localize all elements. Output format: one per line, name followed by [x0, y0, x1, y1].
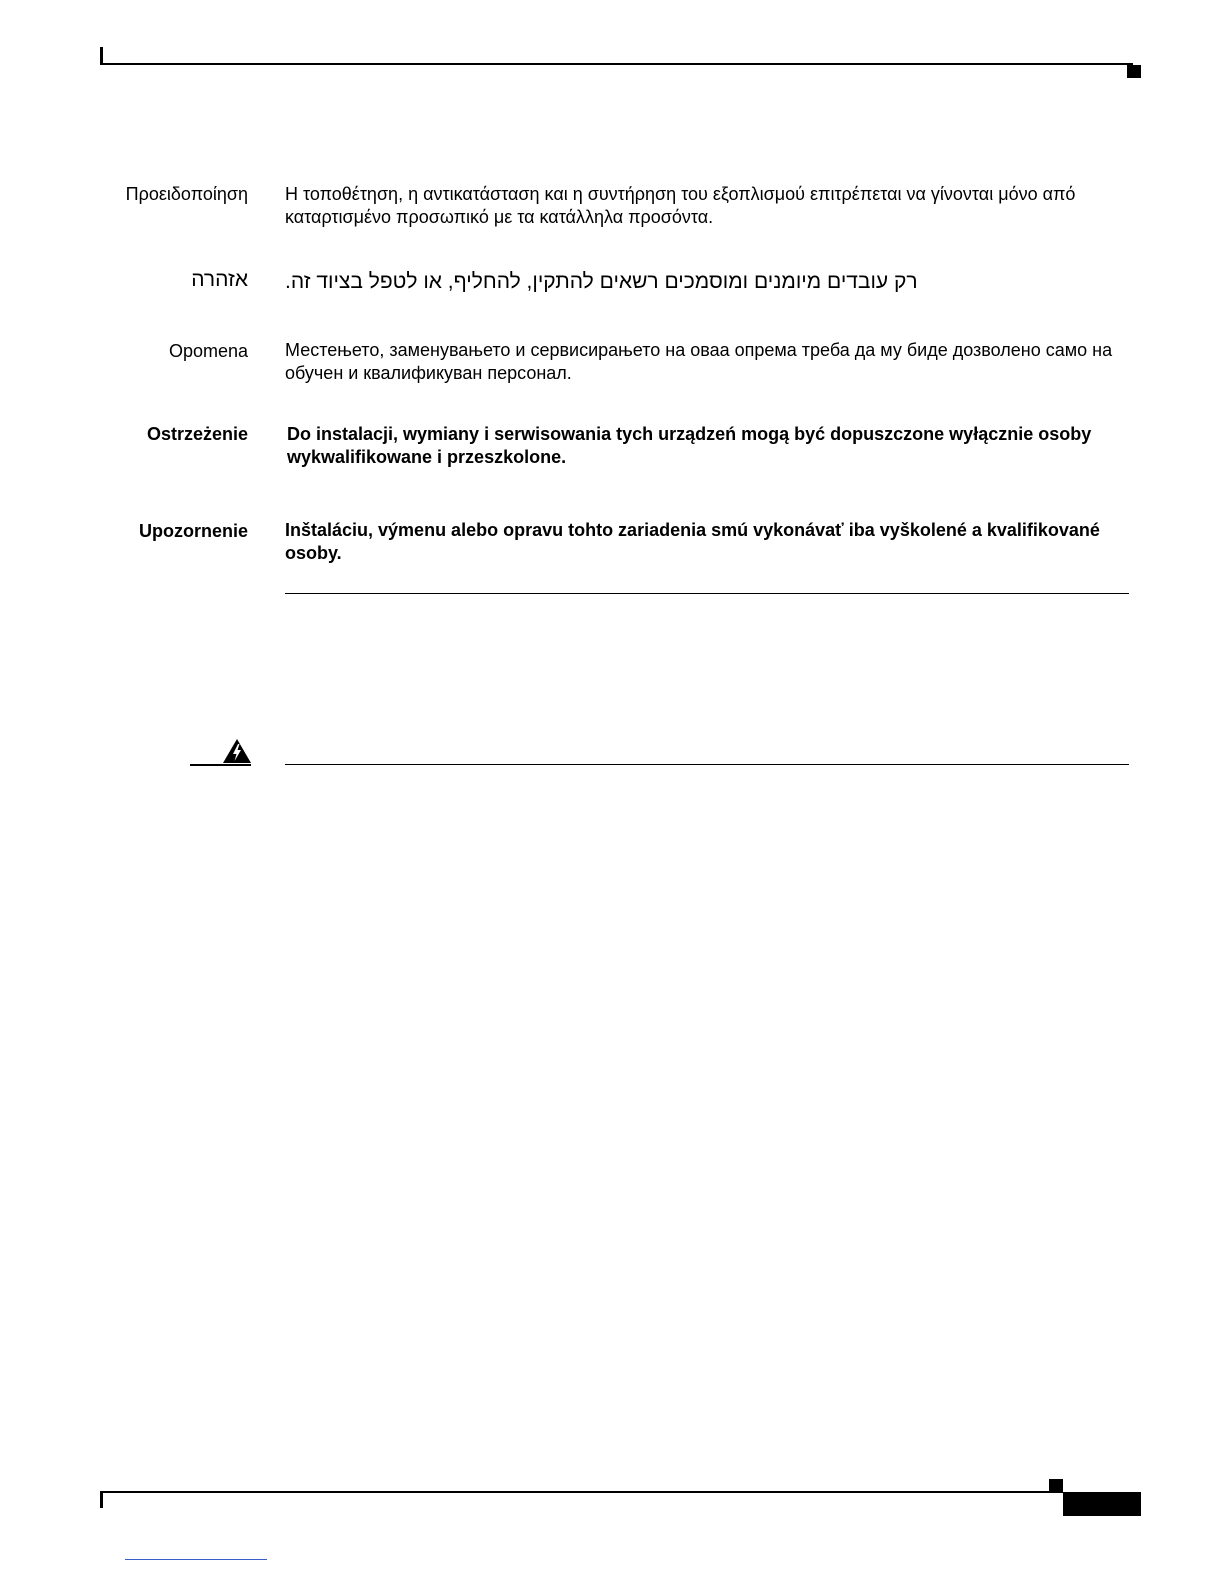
warning-block-rule	[285, 764, 1129, 765]
warning-text-greek: Η τοποθέτηση, η αντικατάσταση και η συντήρηση του εξοπλισμού επιτρέπεται να γίνονται μόνο από καταρτισμένο προσωπικό με τα κατάλληλα προσόντα.	[285, 184, 1076, 227]
header-rule	[100, 63, 1133, 65]
section-separator	[285, 593, 1129, 594]
footer-rule	[100, 1491, 1063, 1493]
footer-link-underline[interactable]	[125, 1559, 267, 1560]
warning-icon-rule	[190, 764, 251, 766]
warning-text-polish: Do instalacji, wymiany i serwisowania tych urządzeń mogą być dopuszczone wyłącznie osoby wykwalifikowane i przeszkolone.	[287, 424, 1092, 467]
warning-label-slovak: Upozornenie	[138, 521, 248, 541]
footer-tick	[100, 1492, 103, 1508]
warning-text-macedonian: Местењето, заменувањето и сервисирањето на оваа опрема треба да му биде дозволено само на обучен и квалификуван персонал.	[285, 340, 1113, 383]
header-square-marker	[1127, 65, 1141, 78]
warning-label-macedonian: Opomena	[168, 341, 248, 361]
footer-page-block	[1063, 1492, 1141, 1516]
warning-text-hebrew: רק עובדים מיומנים ומוסמכים רשאים להתקין, להחליף, או לטפל בציוד זה.	[285, 270, 918, 293]
warning-label-greek: Προειδοποίηση	[125, 184, 248, 204]
warning-label-polish: Ostrzeżenie	[146, 424, 248, 444]
warning-triangle-icon	[221, 737, 253, 765]
warning-label-hebrew: אזהרה	[191, 268, 248, 291]
warning-text-slovak: Inštaláciu, výmenu alebo opravu tohto zariadenia smú vykonávať iba vyškolené a kvalifikované osoby.	[285, 520, 1100, 563]
footer-square-marker	[1049, 1479, 1063, 1492]
